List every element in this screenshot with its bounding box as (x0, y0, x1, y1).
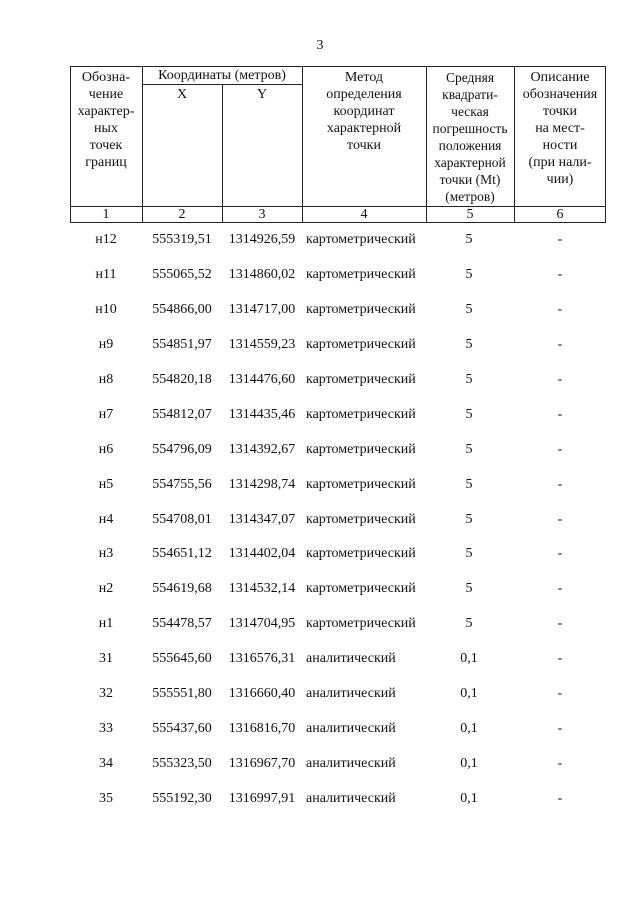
y-cell: 1314476,60 (228, 371, 296, 387)
column-number-4: 4 (360, 207, 368, 222)
method-cell: картометрический (306, 581, 416, 597)
x-cell: 554755,56 (152, 476, 212, 492)
table-row (70, 686, 606, 706)
point-cell: н3 (98, 546, 114, 562)
header-y: Y (256, 87, 268, 102)
x-cell: 554796,09 (152, 441, 212, 457)
header-method: Метод определения координат характерной точки (326, 70, 402, 153)
point-cell: н1 (98, 616, 114, 632)
x-cell: 555192,30 (152, 791, 212, 807)
x-cell: 555323,50 (152, 756, 212, 772)
error-cell: 5 (465, 406, 473, 422)
method-cell: аналитический (306, 791, 396, 807)
x-cell: 554619,68 (152, 581, 212, 597)
table-row (70, 756, 606, 776)
description-cell: - (557, 441, 563, 457)
error-cell: 0,1 (460, 756, 478, 772)
y-cell: 1314704,95 (228, 616, 296, 632)
method-cell: картометрический (306, 371, 416, 387)
error-cell: 5 (465, 581, 473, 597)
table-row (70, 512, 606, 532)
method-cell: аналитический (306, 756, 396, 772)
point-cell: н11 (95, 266, 117, 282)
point-cell: н12 (95, 232, 117, 247)
y-cell: 1316967,70 (228, 756, 296, 772)
method-cell: картометрический (306, 546, 416, 562)
error-cell: 0,1 (460, 686, 478, 702)
table-row (70, 232, 606, 252)
y-cell: 1314717,00 (228, 301, 296, 317)
column-number-1: 1 (102, 207, 110, 222)
method-cell: картометрический (306, 336, 416, 352)
point-cell: 31 (99, 651, 113, 667)
error-cell: 5 (465, 336, 473, 352)
table-header (70, 66, 606, 223)
y-cell: 1316576,31 (228, 651, 296, 667)
description-cell: - (557, 476, 563, 492)
description-cell: - (557, 301, 563, 317)
method-cell: картометрический (306, 511, 416, 527)
page-number: 3 (316, 38, 324, 53)
x-cell: 554851,97 (152, 336, 212, 352)
table-row (70, 721, 606, 741)
error-cell: 0,1 (460, 721, 478, 737)
error-cell: 5 (465, 266, 473, 282)
header-error: Средняя квадрати- ческая погрешность положения характерной точки (Mt) (метров) (432, 70, 508, 204)
description-cell: - (557, 721, 563, 737)
error-cell: 5 (465, 371, 473, 387)
description-cell: - (557, 546, 563, 562)
description-cell: - (557, 756, 563, 772)
method-cell: аналитический (306, 686, 396, 702)
point-cell: н5 (98, 476, 114, 492)
x-cell: 555437,60 (152, 721, 212, 737)
point-cell: 32 (99, 686, 113, 702)
x-cell: 555551,80 (152, 686, 212, 702)
table-row (70, 337, 606, 357)
point-cell: н7 (98, 406, 114, 422)
error-cell: 5 (465, 232, 473, 247)
x-cell: 555319,51 (152, 232, 212, 247)
table-row (70, 791, 606, 811)
point-cell: н9 (98, 336, 114, 352)
x-cell: 554812,07 (152, 406, 212, 422)
point-cell: 33 (99, 721, 113, 737)
method-cell: аналитический (306, 651, 396, 667)
table-row (70, 651, 606, 671)
method-cell: картометрический (306, 232, 416, 247)
point-cell: н6 (98, 441, 114, 457)
error-cell: 5 (465, 476, 473, 492)
description-cell: - (557, 616, 563, 632)
error-cell: 5 (465, 301, 473, 317)
description-cell: - (557, 406, 563, 422)
y-cell: 1314532,14 (228, 581, 296, 597)
header-description: Описание обозначения точки на мест- ности (при нали- чии) (522, 70, 598, 187)
divider-xy (222, 84, 223, 223)
x-cell: 554866,00 (152, 301, 212, 317)
description-cell: - (557, 651, 563, 667)
method-cell: аналитический (306, 721, 396, 737)
table-row (70, 477, 606, 497)
table-row (70, 581, 606, 601)
y-cell: 1316997,91 (228, 791, 296, 807)
point-cell: н8 (98, 371, 114, 387)
method-cell: картометрический (306, 616, 416, 632)
y-cell: 1314402,04 (228, 546, 296, 562)
y-cell: 1314392,67 (228, 441, 296, 457)
header-x: X (176, 87, 188, 102)
table-row (70, 546, 606, 566)
point-cell: н4 (98, 511, 114, 527)
y-cell: 1314559,23 (228, 336, 296, 352)
description-cell: - (557, 791, 563, 807)
description-cell: - (557, 232, 563, 247)
error-cell: 0,1 (460, 651, 478, 667)
table-row (70, 442, 606, 462)
description-cell: - (557, 686, 563, 702)
x-cell: 554708,01 (152, 511, 212, 527)
y-cell: 1314926,59 (228, 232, 296, 247)
header-point-designation: Обозна- чение характер- ных точек границ (77, 70, 135, 170)
error-cell: 5 (465, 546, 473, 562)
error-cell: 5 (465, 511, 473, 527)
table-row (70, 302, 606, 322)
point-cell: 35 (99, 791, 113, 807)
method-cell: картометрический (306, 406, 416, 422)
table-row (70, 267, 606, 287)
x-cell: 555645,60 (152, 651, 212, 667)
error-cell: 5 (465, 441, 473, 457)
y-cell: 1314347,07 (228, 511, 296, 527)
y-cell: 1314860,02 (228, 266, 296, 282)
y-cell: 1316660,40 (228, 686, 296, 702)
y-cell: 1314298,74 (228, 476, 296, 492)
x-cell: 554820,18 (152, 371, 212, 387)
point-cell: н2 (98, 581, 114, 597)
column-number-6: 6 (556, 207, 564, 222)
column-number-2: 2 (178, 207, 186, 222)
point-cell: 34 (99, 756, 113, 772)
error-cell: 5 (465, 616, 473, 632)
header-coordinates: Координаты (метров) (158, 68, 286, 83)
column-number-3: 3 (258, 207, 266, 222)
x-cell: 554478,57 (152, 616, 212, 632)
method-cell: картометрический (306, 266, 416, 282)
y-cell: 1314435,46 (228, 406, 296, 422)
table-row (70, 407, 606, 427)
description-cell: - (557, 511, 563, 527)
method-cell: картометрический (306, 301, 416, 317)
description-cell: - (557, 581, 563, 597)
error-cell: 0,1 (460, 791, 478, 807)
x-cell: 555065,52 (152, 266, 212, 282)
method-cell: картометрический (306, 476, 416, 492)
description-cell: - (557, 266, 563, 282)
table-row (70, 616, 606, 636)
column-number-5: 5 (466, 207, 474, 222)
point-cell: н10 (95, 301, 117, 317)
y-cell: 1316816,70 (228, 721, 296, 737)
x-cell: 554651,12 (152, 546, 212, 562)
description-cell: - (557, 371, 563, 387)
method-cell: картометрический (306, 441, 416, 457)
table-row (70, 372, 606, 392)
description-cell: - (557, 336, 563, 352)
